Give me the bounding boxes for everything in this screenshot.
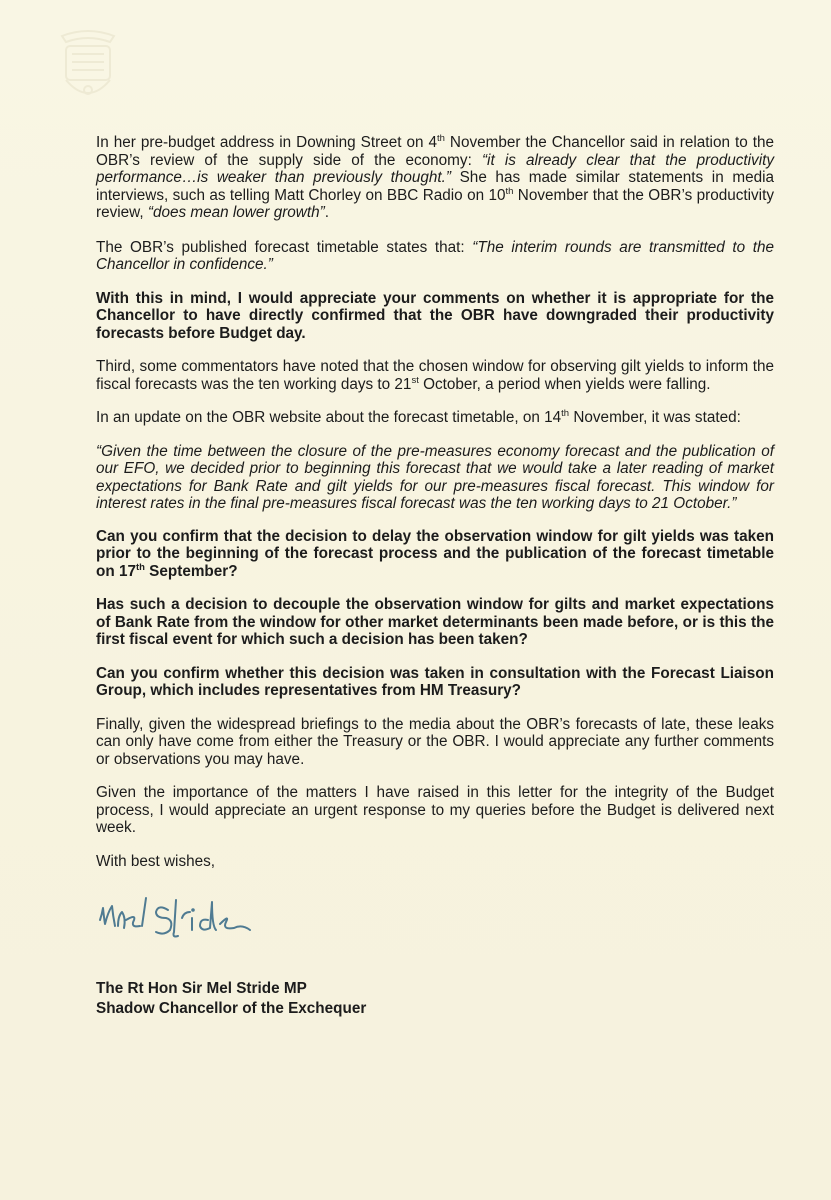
paragraph-gilt-window: Third, some commentators have noted that the chosen window for observing gilt yields to inform the fiscal forecasts was the ten working days to 21st October, a period when yields were falling. bbox=[96, 358, 774, 393]
handwritten-signature bbox=[94, 884, 294, 954]
paragraph-media-leaks: Finally, given the widespread briefings to the media about the OBR’s forecasts of late, these leaks can only have come from either the Treasury or the OBR. I would appreciate any further comments or observations you may have. bbox=[96, 715, 774, 768]
signatory-name: The Rt Hon Sir Mel Stride MP bbox=[96, 980, 307, 997]
quote-lower-growth: “does mean lower growth” bbox=[147, 204, 325, 221]
letter-body bbox=[96, 134, 774, 886]
closing-line: With best wishes, bbox=[96, 852, 216, 870]
embossed-crest-icon bbox=[52, 28, 124, 106]
quote-interim-rounds: “The interim rounds are transmitted to the Chancellor in confidence.” bbox=[96, 238, 775, 273]
paragraph-urgent-response: Given the importance of the matters I have raised in this letter for the integrity of the Budget process, I would appreciate an urgent response to my queries before the Budget is delivered next week. bbox=[96, 784, 774, 836]
quote-productivity: “it is already clear that the productivity performance…is weaker than previously thought.” bbox=[96, 151, 775, 186]
paragraph-obr-update: In an update on the OBR website about the forecast timetable, on 14th November, it was stated: bbox=[96, 408, 741, 426]
question-forecast-liaison-group: Can you confirm whether this decision was taken in consultation with the Forecast Liaison Group, which includes representatives from HM Treasury? bbox=[96, 664, 774, 699]
question-decision-timing: Can you confirm that the decision to delay the observation window for gilt yields was taken prior to the beginning of the forecast process and the publication of the forecast timetable on 17th September? bbox=[96, 527, 774, 580]
signatory-block bbox=[96, 979, 366, 1019]
question-chancellor-confirmation: With this in mind, I would appreciate your comments on whether it is appropriate for the Chancellor to have directly confirmed that the OBR have downgraded their productivity forecasts before Budget day. bbox=[96, 289, 774, 342]
paragraph-chancellor-address: In her pre-budget address in Downing Street on 4th November the Chancellor said in relation to the OBR’s review of the supply side of the economy: “it is already clear that the productivity performance…is weaker than previously thought.” She has made similar statements in media interviews, such as telling Matt Chorley on BBC Radio on 10th November that the OBR’s productivity review, “does mean lower growth”. bbox=[96, 133, 775, 221]
quote-obr-statement: “Given the time between the closure of the pre-measures economy forecast and the publication of our EFO, we decided prior to beginning this forecast that we would take a later reading of market expectations for Bank Rate and gilt yields for our pre-measures fiscal forecast. This window for interest rates in the final pre-measures fiscal forecast was the ten working days to 21 October.” bbox=[96, 442, 774, 512]
signatory-title: Shadow Chancellor of the Exchequer bbox=[96, 1000, 367, 1017]
paragraph-forecast-timetable: The OBR’s published forecast timetable states that: “The interim rounds are transmitted to the Chancellor in confidence.” bbox=[96, 238, 775, 273]
question-decouple-window: Has such a decision to decouple the observation window for gilts and market expectations of Bank Rate from the window for other market determinants been made before, or is this the first fiscal event for which such a decision has been taken? bbox=[96, 596, 774, 648]
